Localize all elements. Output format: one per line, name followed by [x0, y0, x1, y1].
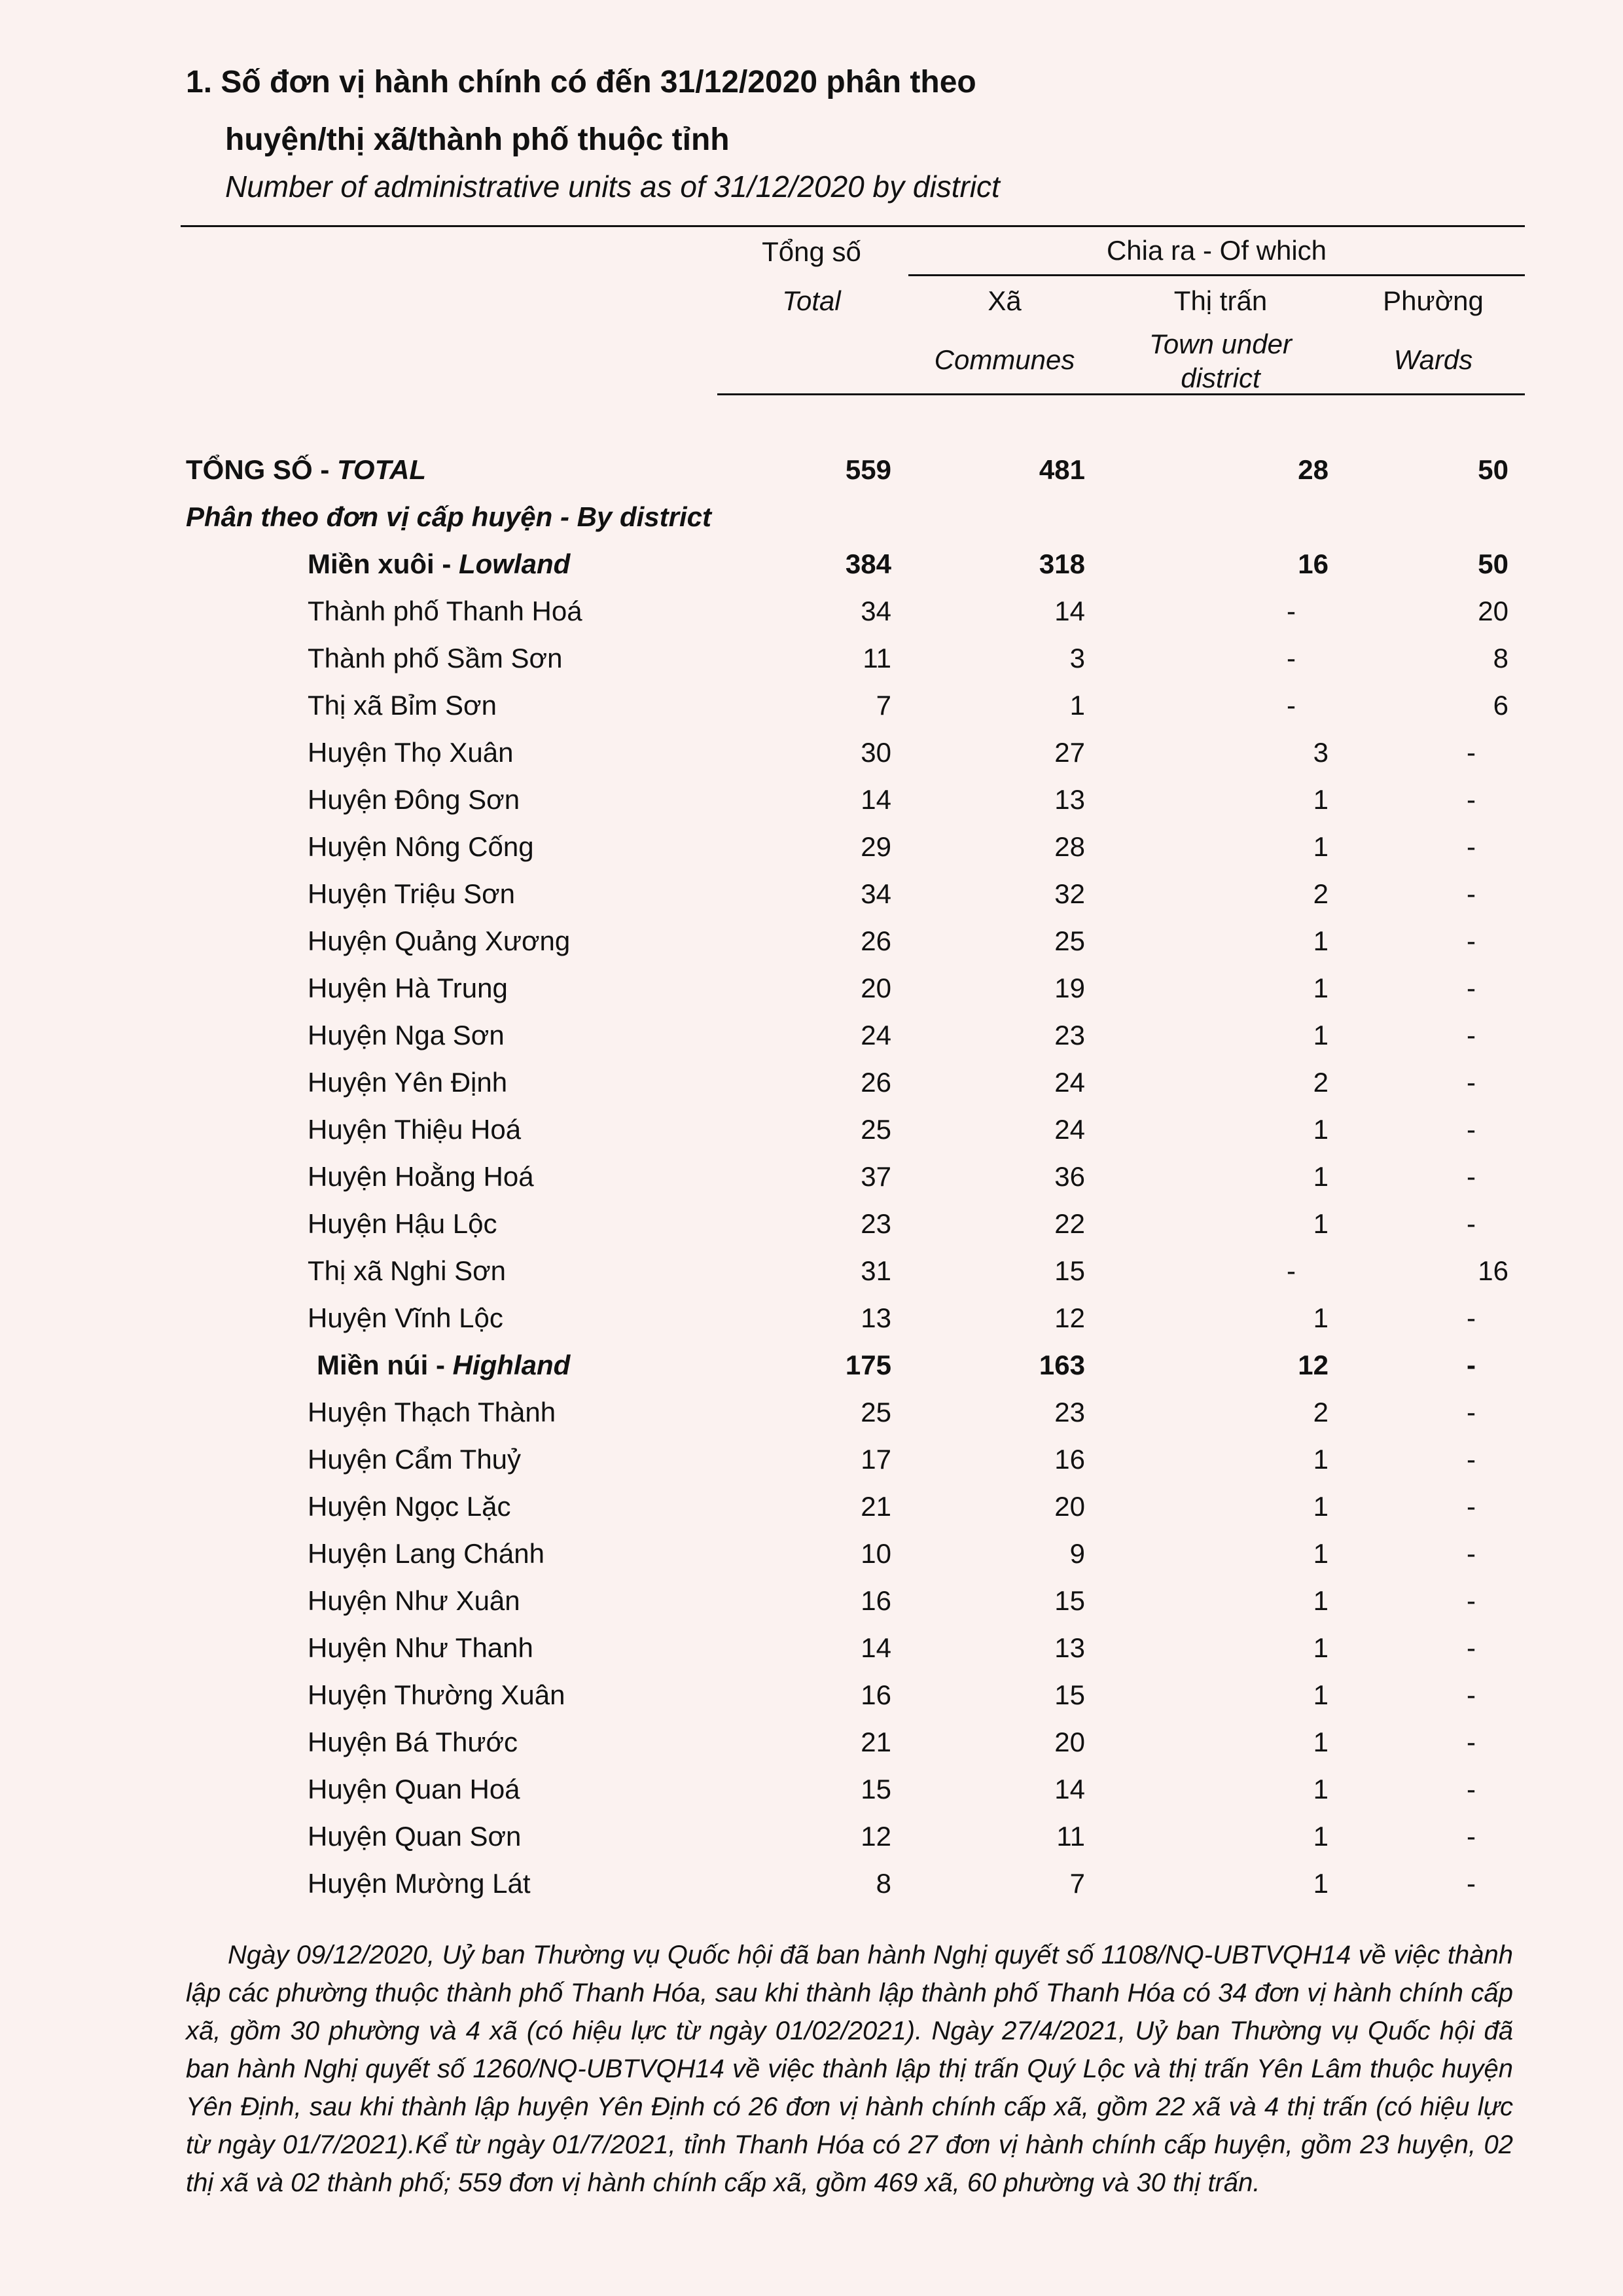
cell-towns: 1 — [1313, 1538, 1329, 1569]
cell-wards: - — [1467, 1067, 1476, 1098]
row-label-vn: TỔNG SỐ - — [186, 454, 337, 485]
cell-towns: 1 — [1313, 1821, 1329, 1852]
table-row — [0, 918, 1623, 965]
header-towns-en-line-2: district — [1181, 363, 1260, 393]
table-row — [0, 1342, 1623, 1389]
title-line-1: 1. Số đơn vị hành chính có đến 31/12/2020 phân theo — [186, 65, 976, 99]
cell-towns: 2 — [1313, 1397, 1329, 1427]
cell-towns: 12 — [1298, 1350, 1329, 1380]
table-row — [0, 1200, 1623, 1247]
cell-wards: - — [1467, 878, 1476, 909]
cell-total: 17 — [861, 1444, 891, 1475]
row-label-vn: Huyện Cẩm Thuỷ — [308, 1444, 522, 1475]
cell-communes: 23 — [1054, 1397, 1085, 1427]
cell-total: 25 — [861, 1397, 891, 1427]
row-label-vn: Huyện Yên Định — [308, 1067, 508, 1098]
cell-wards: 8 — [1493, 643, 1508, 673]
row-label-en: Highland — [452, 1350, 571, 1380]
cell-wards: - — [1467, 1538, 1476, 1569]
cell-towns: 16 — [1298, 548, 1329, 579]
cell-wards: 50 — [1478, 454, 1508, 485]
cell-towns: 2 — [1313, 1067, 1329, 1098]
row-label-vn: Huyện Quảng Xương — [308, 925, 571, 956]
row-label — [308, 588, 582, 635]
row-label-vn: Huyện Mường Lát — [308, 1868, 531, 1899]
cell-wards: - — [1467, 1774, 1476, 1804]
row-label — [308, 1813, 521, 1860]
row-label — [308, 1153, 534, 1200]
cell-wards: - — [1467, 1020, 1476, 1050]
cell-towns: - — [1287, 1255, 1296, 1286]
row-label-vn: Huyện Ngọc Lặc — [308, 1491, 511, 1522]
table-row — [0, 823, 1623, 870]
footnote: Ngày 09/12/2020, Uỷ ban Thường vụ Quốc hội đã ban hành Nghị quyết số 1108/NQ-UBTVQH14 về việc thành lập các phường thuộc thành phố Thanh Hóa, sau khi thành lập thành phố Thanh Hóa có 34 đơn vị hành chính cấp xã, gồm 30 phường và 4 xã (có hiệu lực từ ngày 01/02/2021). Ngày 27/4/2021, Uỷ ban Thường vụ Quốc hội đã ban hành Nghị quyết số 1260/NQ-UBTVQH14 về việc thành lập thị trấn Quý Lộc và thị trấn Yên Lâm thuộc huyện Yên Định, sau khi thành lập huyện Yên Định có 26 đơn vị hành chính cấp xã, gồm 22 xã và 4 thị trấn (có hiệu lực từ ngày 01/7/2021).Kể từ ngày 01/7/2021, tỉnh Thanh Hóa có 27 đơn vị hành chính cấp huyện, gồm 23 huyện, 02 thị xã và 02 thành phố; 559 đơn vị hành chính cấp xã, gồm 469 xã, 60 phường và 30 thị trấn. — [186, 1941, 1513, 2197]
cell-towns: 1 — [1313, 1491, 1329, 1522]
cell-total: 31 — [861, 1255, 891, 1286]
row-label — [308, 1106, 521, 1153]
cell-communes: 22 — [1054, 1208, 1085, 1239]
cell-communes: 36 — [1054, 1161, 1085, 1192]
row-label — [308, 1577, 520, 1624]
table-row — [0, 1766, 1623, 1813]
cell-communes: 481 — [1039, 454, 1085, 485]
row-label-vn: Huyện Vĩnh Lộc — [308, 1302, 503, 1333]
cell-communes: 14 — [1054, 1774, 1085, 1804]
cell-towns: 1 — [1313, 925, 1329, 956]
cell-wards: - — [1467, 1868, 1476, 1899]
cell-wards: - — [1467, 1397, 1476, 1427]
cell-towns: 3 — [1313, 737, 1329, 768]
row-label-en: Lowland — [459, 548, 571, 579]
header-wards-vn: Phường — [1383, 285, 1484, 316]
cell-wards: 6 — [1493, 690, 1508, 721]
row-label-vn: Huyện Bá Thước — [308, 1727, 518, 1757]
row-label-vn: Huyện Hậu Lộc — [308, 1208, 497, 1239]
cell-wards: 20 — [1478, 596, 1508, 626]
row-label — [308, 1530, 544, 1577]
cell-total: 384 — [845, 548, 891, 579]
cell-total: 24 — [861, 1020, 891, 1050]
cell-total: 559 — [845, 454, 891, 485]
row-label — [308, 1247, 506, 1295]
table-row — [0, 1295, 1623, 1342]
cell-total: 13 — [861, 1302, 891, 1333]
cell-communes: 12 — [1054, 1302, 1085, 1333]
table-row — [0, 965, 1623, 1012]
cell-communes: 163 — [1039, 1350, 1085, 1380]
cell-communes: 13 — [1054, 784, 1085, 815]
table-row — [0, 1483, 1623, 1530]
table-title — [186, 54, 976, 169]
cell-communes: 32 — [1054, 878, 1085, 909]
row-label-vn: Huyện Như Thanh — [308, 1632, 533, 1663]
cell-towns: 1 — [1313, 1868, 1329, 1899]
cell-communes: 3 — [1069, 643, 1085, 673]
cell-communes: 24 — [1054, 1114, 1085, 1145]
row-label — [308, 965, 508, 1012]
cell-wards: - — [1467, 1491, 1476, 1522]
row-label — [308, 1483, 511, 1530]
cell-towns: 1 — [1313, 784, 1329, 815]
cell-communes: 24 — [1054, 1067, 1085, 1098]
cell-total: 21 — [861, 1491, 891, 1522]
cell-towns: 1 — [1313, 1020, 1329, 1050]
table-row — [0, 1059, 1623, 1106]
cell-communes: 7 — [1069, 1868, 1085, 1899]
table-row — [0, 1106, 1623, 1153]
row-label — [308, 1860, 531, 1907]
cell-communes: 20 — [1054, 1491, 1085, 1522]
row-label-vn: Thành phố Sầm Sơn — [308, 643, 563, 673]
cell-towns: 28 — [1298, 454, 1329, 485]
row-label-vn: Huyện Thọ Xuân — [308, 737, 514, 768]
header-total-en: Total — [782, 285, 841, 316]
row-label — [308, 1672, 565, 1719]
cell-communes: 15 — [1054, 1679, 1085, 1710]
cell-wards: - — [1467, 1114, 1476, 1145]
cell-total: 37 — [861, 1161, 891, 1192]
header-communes-vn: Xã — [988, 285, 1022, 316]
cell-towns: 2 — [1313, 878, 1329, 909]
header-bottom-rule — [717, 393, 1525, 395]
row-label — [186, 446, 426, 493]
header-towns-vn: Thị trấn — [1173, 285, 1268, 316]
table-row — [0, 1012, 1623, 1059]
cell-total: 16 — [861, 1679, 891, 1710]
cell-total: 20 — [861, 973, 891, 1003]
cell-total: 14 — [861, 1632, 891, 1663]
table-subtitle: Number of administrative units as of 31/12/2020 by district — [225, 170, 1000, 204]
cell-towns: 1 — [1313, 1302, 1329, 1333]
row-label — [308, 635, 562, 682]
cell-communes: 15 — [1054, 1255, 1085, 1286]
table-row — [0, 682, 1623, 729]
cell-wards: - — [1467, 1161, 1476, 1192]
cell-communes: 1 — [1069, 690, 1085, 721]
row-label-vn: Huyện Quan Hoá — [308, 1774, 520, 1804]
cell-total: 30 — [861, 737, 891, 768]
cell-wards: - — [1467, 1632, 1476, 1663]
row-label-vn: Huyện Thạch Thành — [308, 1397, 556, 1427]
row-label — [308, 1436, 521, 1483]
top-rule — [181, 225, 1525, 227]
cell-communes: 23 — [1054, 1020, 1085, 1050]
row-label-vn: Thị xã Bỉm Sơn — [308, 690, 497, 721]
row-label — [308, 1295, 503, 1342]
row-label — [308, 1012, 505, 1059]
row-label — [308, 541, 570, 588]
cell-wards: - — [1467, 1350, 1476, 1380]
cell-communes: 13 — [1054, 1632, 1085, 1663]
row-label-vn: Miền núi - — [317, 1350, 453, 1380]
cell-total: 12 — [861, 1821, 891, 1852]
cell-wards: - — [1467, 925, 1476, 956]
cell-towns: 1 — [1313, 831, 1329, 862]
row-label-vn: Thị xã Nghi Sơn — [308, 1255, 507, 1286]
cell-communes: 25 — [1054, 925, 1085, 956]
table-row — [0, 870, 1623, 918]
table-row — [0, 1247, 1623, 1295]
cell-communes: 16 — [1054, 1444, 1085, 1475]
cell-total: 34 — [861, 596, 891, 626]
table-row — [0, 729, 1623, 776]
cell-total: 7 — [876, 690, 891, 721]
table-row — [0, 635, 1623, 682]
row-label-vn: Huyện Nga Sơn — [308, 1020, 505, 1050]
cell-towns: 1 — [1313, 1208, 1329, 1239]
cell-towns: - — [1287, 643, 1296, 673]
cell-total: 175 — [845, 1350, 891, 1380]
row-label-vn: Huyện Triệu Sơn — [308, 878, 516, 909]
row-label-vn: Huyện Quan Sơn — [308, 1821, 522, 1852]
cell-total: 10 — [861, 1538, 891, 1569]
row-label-vn: Huyện Nông Cống — [308, 831, 534, 862]
row-label — [308, 776, 520, 823]
title-line-2: huyện/thị xã/thành phố thuộc tỉnh — [225, 122, 730, 157]
cell-total: 11 — [863, 643, 891, 673]
row-label-vn: Huyện Thường Xuân — [308, 1679, 565, 1710]
cell-wards: - — [1467, 1679, 1476, 1710]
cell-towns: 1 — [1313, 1161, 1329, 1192]
table-row — [0, 1624, 1623, 1672]
cell-towns: 1 — [1313, 973, 1329, 1003]
cell-wards: 16 — [1478, 1255, 1508, 1286]
cell-towns: 1 — [1313, 1632, 1329, 1663]
table-row — [0, 1719, 1623, 1766]
row-label-en: TOTAL — [337, 454, 427, 485]
table-row — [0, 1813, 1623, 1860]
cell-towns: 1 — [1313, 1774, 1329, 1804]
header-total-vn: Tổng số — [762, 236, 861, 267]
cell-wards: 50 — [1478, 548, 1508, 579]
header-wards-en: Wards — [1393, 344, 1473, 375]
cell-wards: - — [1467, 737, 1476, 768]
row-label — [308, 918, 570, 965]
cell-communes: 318 — [1039, 548, 1085, 579]
row-label-vn: Huyện Như Xuân — [308, 1585, 520, 1616]
table-row — [0, 1530, 1623, 1577]
table-row — [0, 1860, 1623, 1907]
table-row — [0, 541, 1623, 588]
cell-towns: 1 — [1313, 1585, 1329, 1616]
cell-wards: - — [1467, 1208, 1476, 1239]
row-label — [308, 1389, 556, 1436]
table-row — [0, 446, 1623, 493]
row-label — [308, 1719, 518, 1766]
row-label — [186, 493, 711, 541]
table-row — [0, 776, 1623, 823]
header-of-which: Chia ra - Of which — [1106, 235, 1327, 266]
cell-total: 15 — [861, 1774, 891, 1804]
table-row — [0, 1672, 1623, 1719]
cell-total: 25 — [861, 1114, 891, 1145]
row-label — [308, 823, 534, 870]
table-row — [0, 1389, 1623, 1436]
header-communes-en: Communes — [934, 344, 1075, 375]
row-label — [308, 1200, 497, 1247]
cell-wards: - — [1467, 1302, 1476, 1333]
row-label-vn: Huyện Hà Trung — [308, 973, 508, 1003]
cell-wards: - — [1467, 1444, 1476, 1475]
cell-total: 23 — [861, 1208, 891, 1239]
table-row — [0, 493, 1623, 541]
cell-total: 8 — [876, 1868, 891, 1899]
row-label-vn: Huyện Thiệu Hoá — [308, 1114, 522, 1145]
cell-communes: 19 — [1054, 973, 1085, 1003]
row-label — [308, 870, 515, 918]
cell-towns: 1 — [1313, 1114, 1329, 1145]
cell-wards: - — [1467, 1585, 1476, 1616]
row-label — [308, 1059, 507, 1106]
table-row — [0, 1577, 1623, 1624]
cell-total: 14 — [861, 784, 891, 815]
header-towns-en — [1126, 327, 1315, 395]
cell-towns: 1 — [1313, 1727, 1329, 1757]
row-label-vn: Thành phố Thanh Hoá — [308, 596, 582, 626]
row-label-vn: Phân theo đơn vị cấp huyện - By district — [186, 501, 711, 532]
cell-communes: 9 — [1069, 1538, 1085, 1569]
cell-towns: 1 — [1313, 1679, 1329, 1710]
cell-communes: 20 — [1054, 1727, 1085, 1757]
table-row — [0, 1436, 1623, 1483]
row-label — [308, 729, 513, 776]
row-label — [308, 682, 497, 729]
row-label-vn: Miền xuôi - — [308, 548, 459, 579]
cell-towns: - — [1287, 596, 1296, 626]
cell-total: 26 — [861, 1067, 891, 1098]
of-which-rule — [908, 274, 1525, 276]
cell-wards: - — [1467, 831, 1476, 862]
cell-total: 29 — [861, 831, 891, 862]
row-label-vn: Huyện Đông Sơn — [308, 784, 520, 815]
header-towns-en-line-1: Town under — [1149, 329, 1292, 359]
table-row — [0, 588, 1623, 635]
row-label — [308, 1624, 533, 1672]
cell-wards: - — [1467, 973, 1476, 1003]
cell-wards: - — [1467, 1727, 1476, 1757]
cell-towns: 1 — [1313, 1444, 1329, 1475]
cell-wards: - — [1467, 784, 1476, 815]
row-label — [308, 1766, 520, 1813]
row-label-vn: Huyện Hoằng Hoá — [308, 1161, 534, 1192]
cell-communes: 14 — [1054, 596, 1085, 626]
cell-total: 34 — [861, 878, 891, 909]
cell-wards: - — [1467, 1821, 1476, 1852]
cell-total: 16 — [861, 1585, 891, 1616]
table-body — [0, 446, 1623, 1907]
cell-communes: 28 — [1054, 831, 1085, 862]
row-label — [317, 1342, 570, 1389]
table-row — [0, 1153, 1623, 1200]
cell-communes: 15 — [1054, 1585, 1085, 1616]
cell-towns: - — [1287, 690, 1296, 721]
row-label-vn: Huyện Lang Chánh — [308, 1538, 544, 1569]
cell-communes: 11 — [1056, 1821, 1085, 1852]
cell-total: 21 — [861, 1727, 891, 1757]
cell-communes: 27 — [1054, 737, 1085, 768]
cell-total: 26 — [861, 925, 891, 956]
